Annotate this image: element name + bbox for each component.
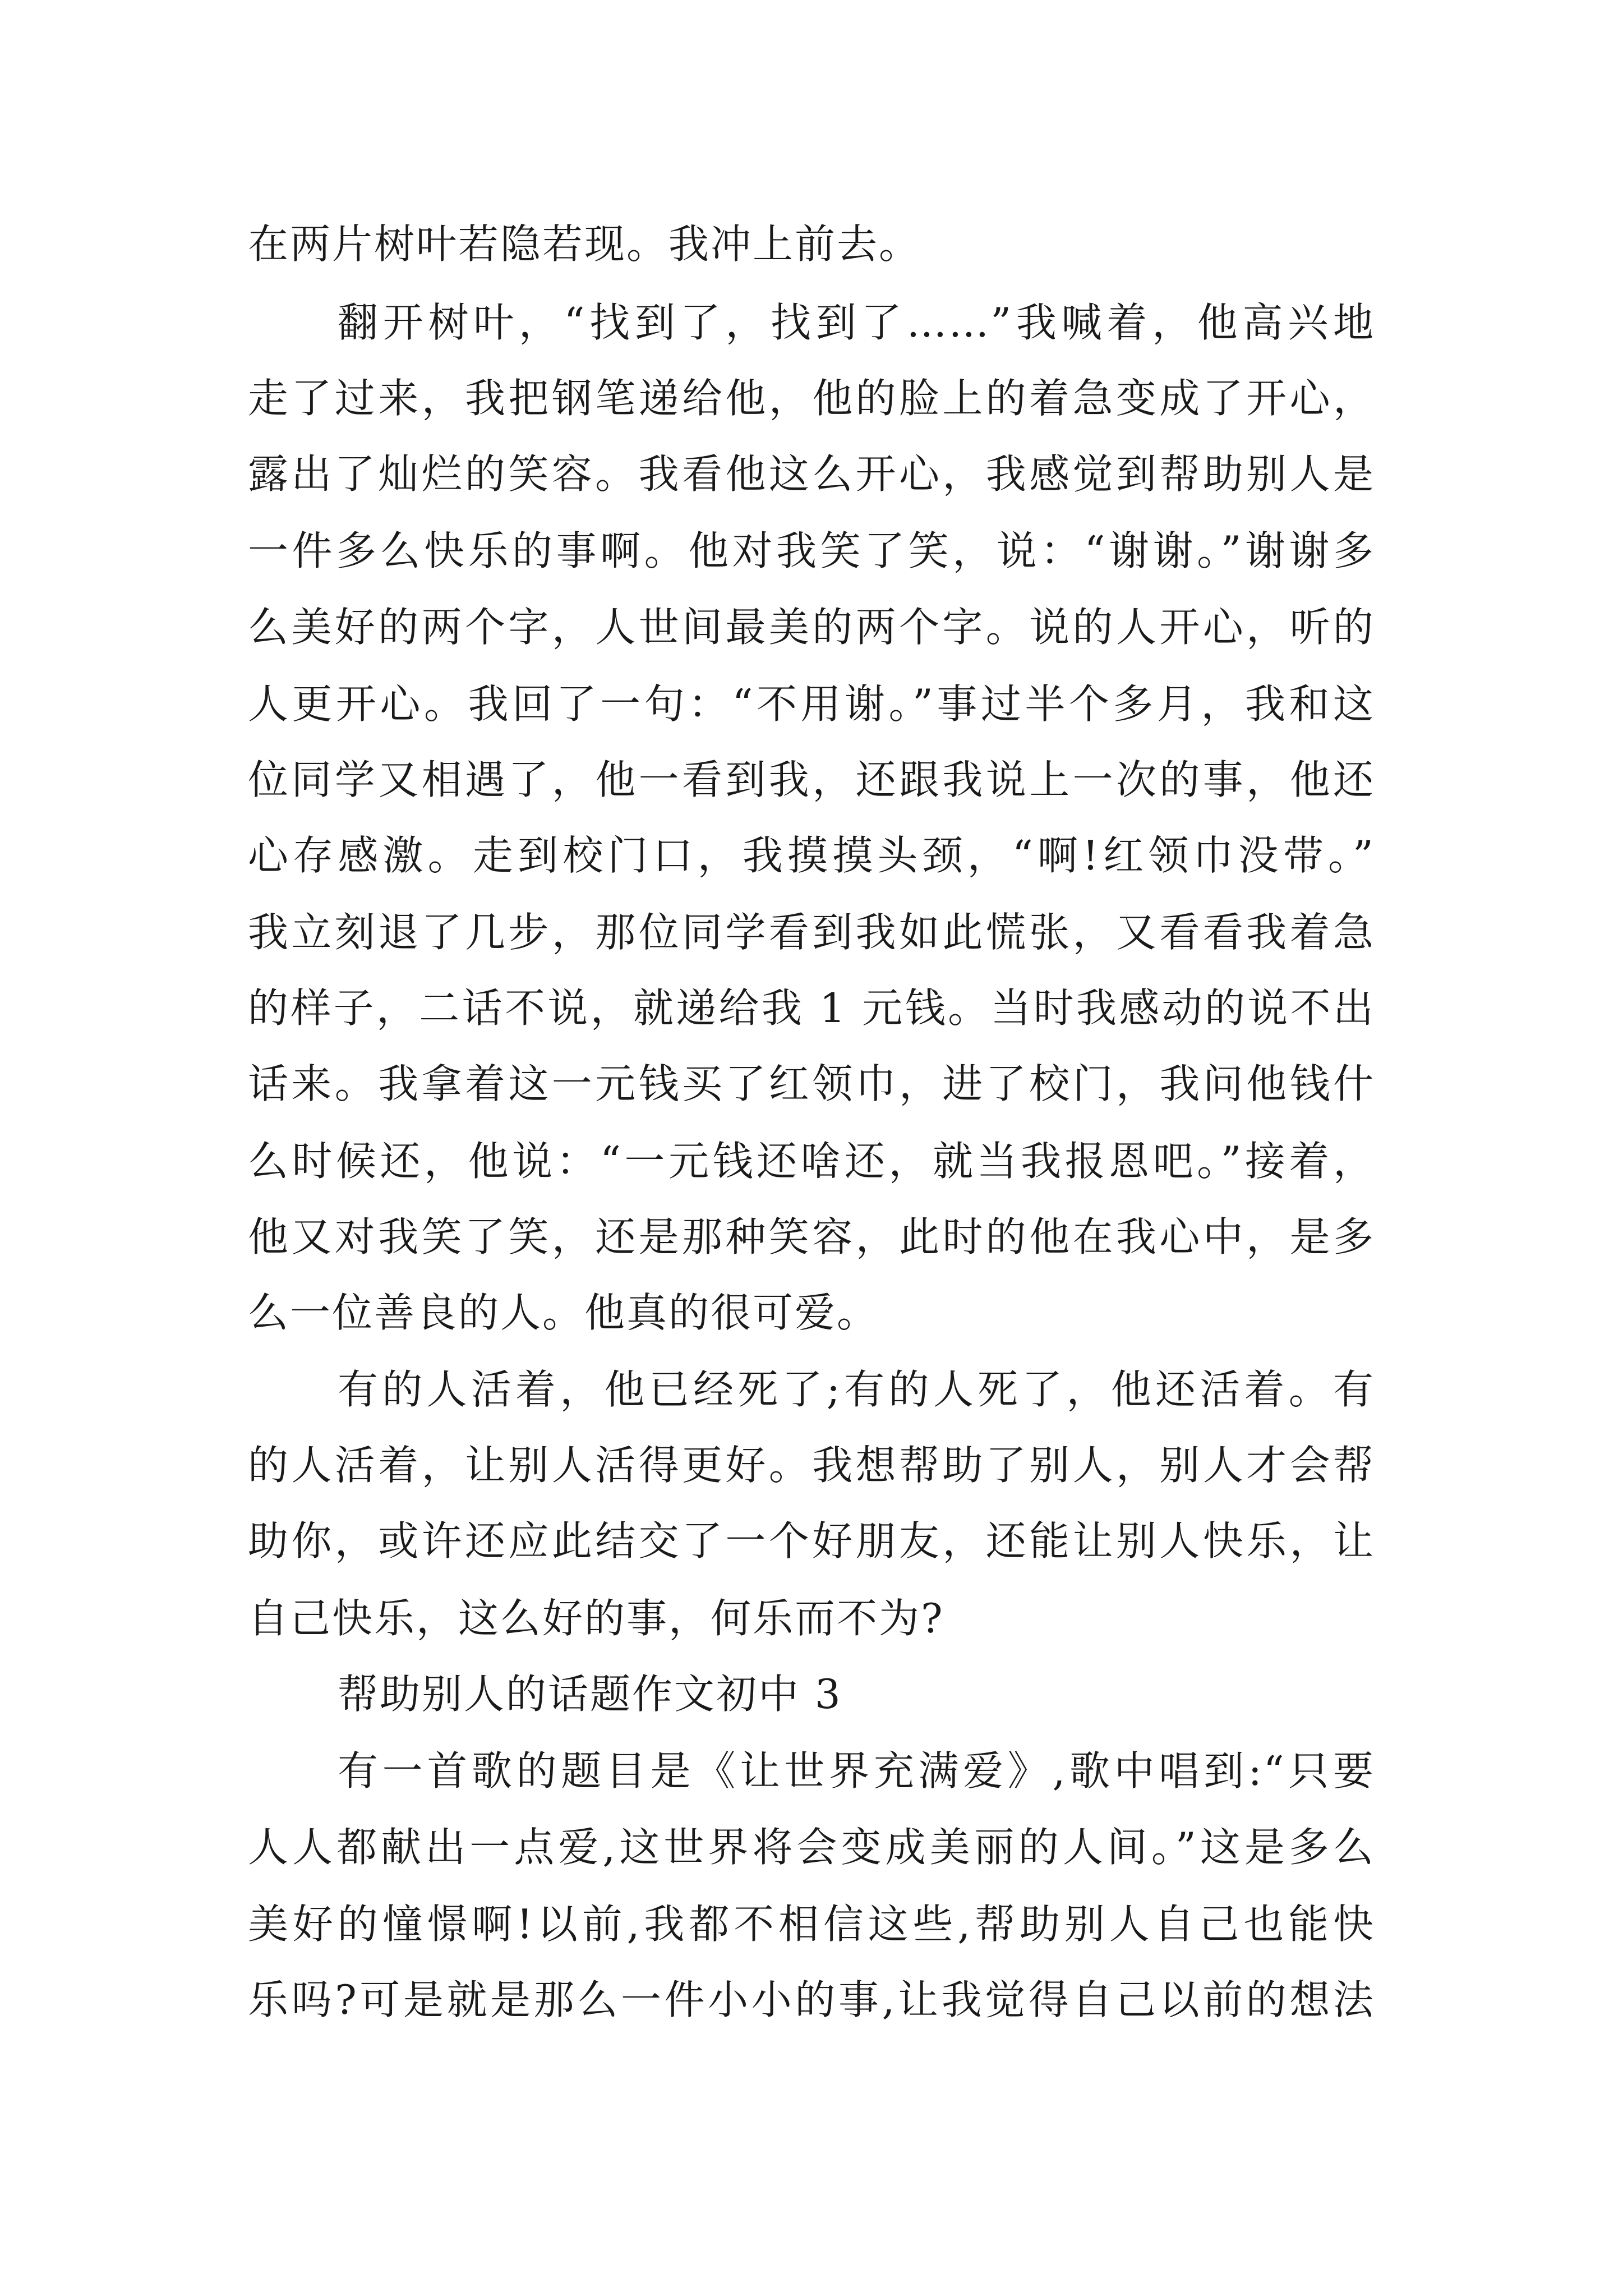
- text-line-4: 露出了灿烂的笑容。我看他这么开心，我感觉到帮助别人是: [248, 450, 1375, 498]
- text-line-5: 一件多么快乐的事啊。他对我笑了笑，说：“谢谢。”谢谢多: [248, 527, 1375, 574]
- text-line-23: 美好的憧憬啊!以前,我都不相信这些,帮助别人自己也能快: [248, 1901, 1375, 1948]
- text-line-13: 么时候还，他说：“一元钱还啥还，就当我报恩吧。”接着，: [248, 1138, 1375, 1185]
- text-line-14: 他又对我笑了笑，还是那种笑容，此时的他在我心中，是多: [248, 1213, 1375, 1260]
- text-line-3: 走了过来，我把钢笔递给他，他的脸上的着急变成了开心，: [248, 375, 1375, 422]
- text-line-22: 人人都献出一点爱,这世界将会变成美丽的人间。”这是多么: [248, 1824, 1375, 1871]
- text-line-8: 位同学又相遇了，他一看到我，还跟我说上一次的事，他还: [248, 756, 1375, 803]
- text-line-9: 心存感激。走到校门口，我摸摸头颈，“啊!红领巾没带。”: [248, 832, 1375, 879]
- text-line-10: 我立刻退了几步，那位同学看到我如此慌张，又看看我着急: [248, 909, 1375, 956]
- text-line-2: 翻开树叶，“找到了，找到了……”我喊着，他高兴地: [338, 299, 1375, 346]
- text-line-15: 么一位善良的人。他真的很可爱。: [248, 1289, 879, 1336]
- text-line-18: 助你，或许还应此结交了一个好朋友，还能让别人快乐，让: [248, 1517, 1375, 1565]
- text-line-12: 话来。我拿着这一元钱买了红领巾，进了校门，我问他钱什: [248, 1060, 1375, 1107]
- text-line-11: 的样子，二话不说，就递给我 1 元钱。当时我感动的说不出: [248, 984, 1375, 1032]
- text-line-19: 自己快乐，这么好的事，何乐而不为?: [248, 1595, 944, 1642]
- text-line-16: 有的人活着，他已经死了;有的人死了，他还活着。有: [338, 1366, 1375, 1413]
- text-line-7: 人更开心。我回了一句：“不用谢。”事过半个多月，我和这: [248, 680, 1375, 728]
- text-line-21: 有一首歌的题目是《让世界充满爱》,歌中唱到:“只要: [338, 1747, 1375, 1795]
- text-line-24: 乐吗?可是就是那么一件小小的事,让我觉得自己以前的想法: [248, 1976, 1375, 2023]
- section-heading: 帮助别人的话题作文初中 3: [338, 1671, 842, 1718]
- text-line-1: 在两片树叶若隐若现。我冲上前去。: [248, 220, 921, 268]
- text-line-6: 么美好的两个字，人世间最美的两个字。说的人开心，听的: [248, 604, 1375, 651]
- text-line-17: 的人活着，让别人活得更好。我想帮助了别人，别人才会帮: [248, 1442, 1375, 1489]
